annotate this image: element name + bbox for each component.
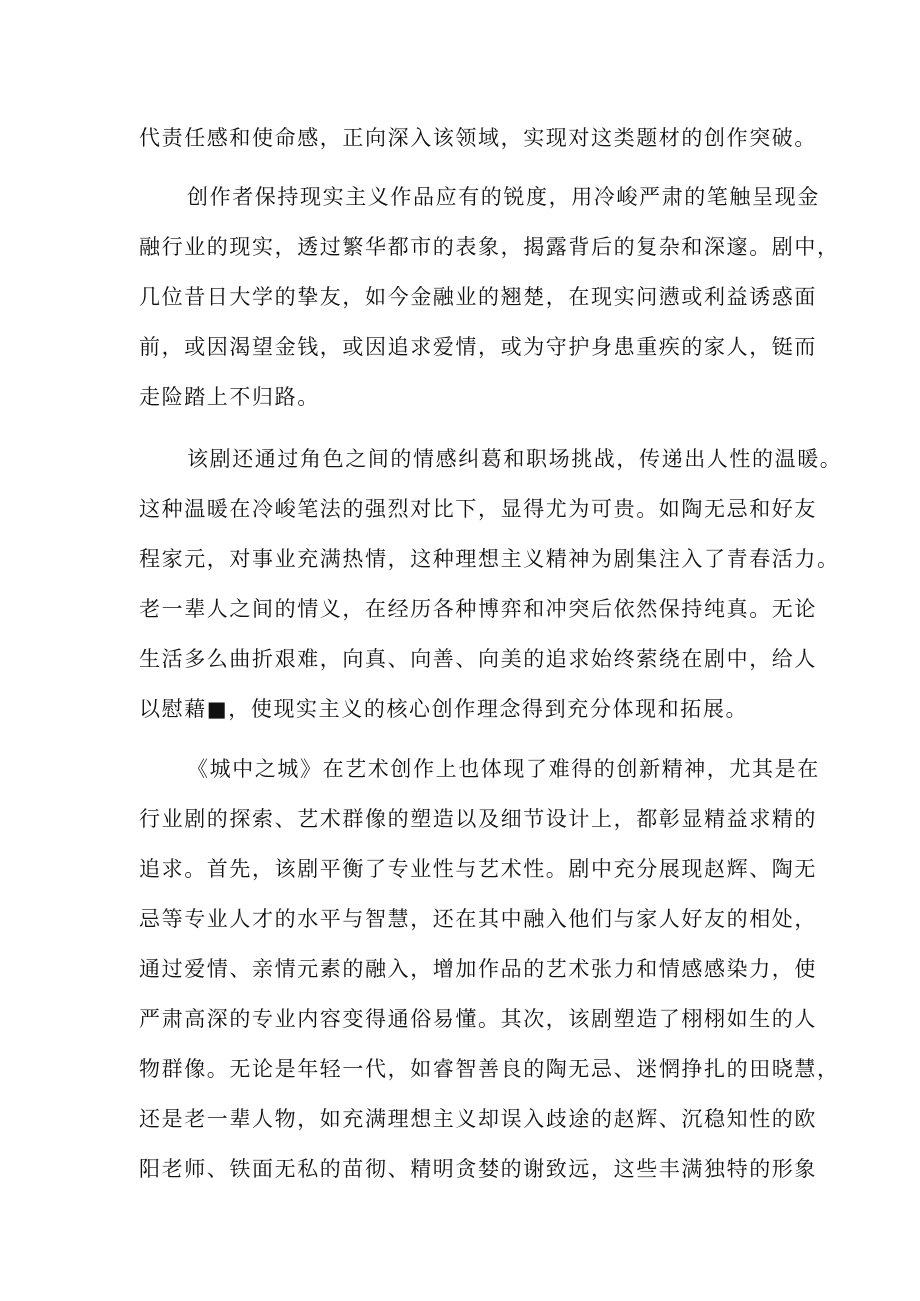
text-line: 程家元，对事业充满热情，这种理想主义精神为剧集注入了青春活力。	[139, 547, 840, 571]
text-line: 行业剧的探索、艺术群像的塑造以及细节设计上，都彰显精益求精的	[139, 807, 817, 831]
text-line: 这种温暖在冷峻笔法的强烈对比下，显得尤为可贵。如陶无忌和好友	[139, 497, 817, 521]
text-line: 以慰藉■，使现实主义的核心创作理念得到充分体现和拓展。	[139, 697, 749, 721]
text-line: 严肃高深的专业内容变得通俗易懂。其次，该剧塑造了栩栩如生的人	[139, 1007, 817, 1031]
text-line: 阳老师、铁面无私的苗彻、精明贪婪的谢致远，这些丰满独特的形象	[139, 1157, 817, 1181]
text-line: 前，或因渴望金钱，或因追求爱情，或为守护身患重疾的家人，铤而	[139, 335, 817, 359]
text-line: 融行业的现实，透过繁华都市的表象，揭露背后的复杂和深邃。剧中，	[139, 235, 840, 259]
text-line: 代责任感和使命感，正向深入该领域，实现对这类题材的创作突破。	[139, 126, 817, 150]
text-line: 追求。首先，该剧平衡了专业性与艺术性。剧中充分展现赵辉、陶无	[139, 857, 817, 881]
text-line: 还是老一辈人物，如充满理想主义却误入歧途的赵辉、沉稳知性的欧	[139, 1107, 817, 1131]
text-line: 该剧还通过角色之间的情感纠葛和职场挑战，传递出人性的温暖。	[187, 447, 843, 471]
text-line: 物群像。无论是年轻一代，如睿智善良的陶无忌、迷惘挣扎的田晓慧，	[139, 1057, 840, 1081]
text-line: 创作者保持现实主义作品应有的锐度，用冷峻严肃的笔触呈现金	[187, 185, 820, 209]
text-line: 生活多么曲折艰难，向真、向善、向美的追求始终萦绕在剧中，给人	[139, 647, 817, 671]
text-line: 老一辈人之间的情义，在经历各种博弈和冲突后依然保持纯真。无论	[139, 597, 817, 621]
text-line: 几位昔日大学的挚友，如今金融业的翘楚，在现实问懑或利益诱惑面	[139, 285, 817, 309]
text-line: 走险踏上不归路。	[139, 385, 320, 409]
text-line: 《城中之城》在艺术创作上也体现了难得的创新精神，尤其是在	[187, 757, 820, 781]
text-line: 忌等专业人才的水平与智慧，还在其中融入他们与家人好友的相处，	[139, 907, 817, 931]
text-line: 通过爱情、亲情元素的融入，增加作品的艺术张力和情感感染力，使	[139, 957, 817, 981]
